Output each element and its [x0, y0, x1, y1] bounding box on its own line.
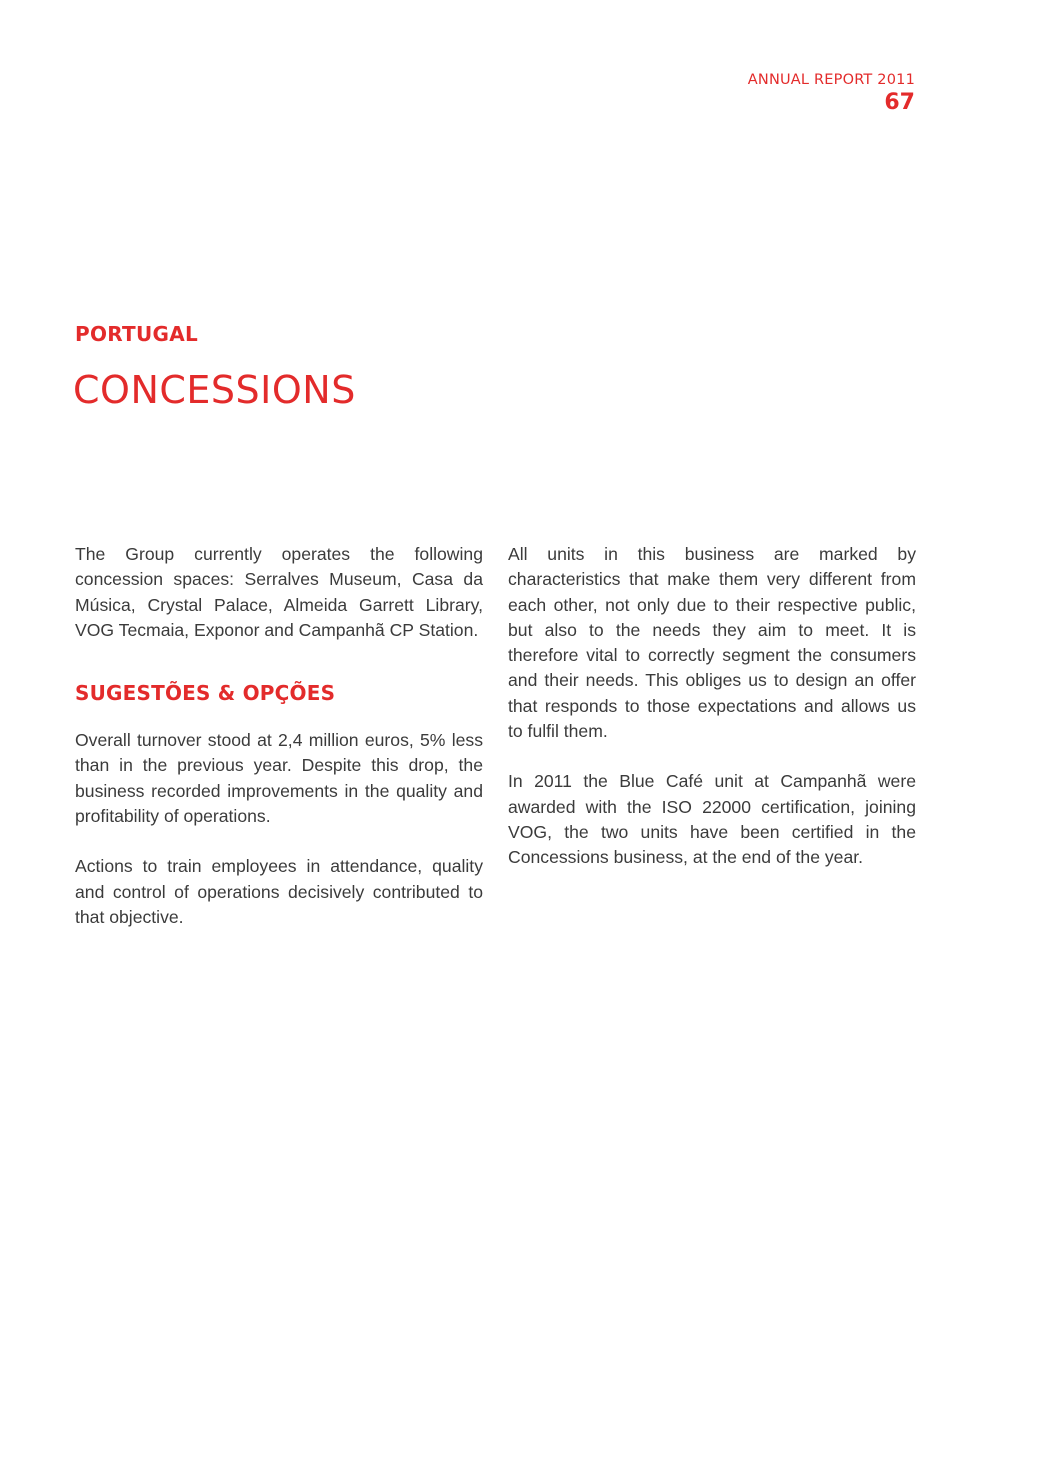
training-paragraph: Actions to train employees in attendance, quality and control of operations decisively contributed to that objective. — [75, 856, 483, 927]
page-number: 67 — [884, 90, 915, 115]
certification-paragraph: In 2011 the Blue Café unit at Campanhã were awarded with the ISO 22000 certification, joining VOG, the two units have been certified in the Concessions business, at the end of the year. — [508, 771, 916, 868]
intro-paragraph: The Group currently operates the following concession spaces: Serralves Museum, Casa da Música, Crystal Palace, Almeida Garrett Library, VOG Tecmaia, Exponor and Campanhã CP Station. — [75, 544, 483, 640]
left-column — [75, 542, 483, 955]
right-column — [508, 542, 916, 896]
report-title: ANNUAL REPORT 2011 — [747, 72, 915, 88]
subsection-heading: SUGESTÕES & OPÇÕES — [75, 681, 336, 706]
turnover-paragraph: Overall turnover stood at 2,4 million euros, 5% less than in the previous year. Despite this drop, the business recorded improvements in the quality and profitability of operations. — [75, 730, 483, 827]
units-paragraph: All units in this business are marked by characteristics that make them very different from each other, not only due to their respective public, but also to the needs they aim to meet. It is therefore vital to correctly segment the consumers and their needs. This obliges us to design an offer that responds to those expectations and allows us to fulfil them. — [508, 544, 916, 742]
section-kicker: PORTUGAL — [75, 322, 199, 346]
page-title: CONCESSIONS — [73, 368, 356, 412]
page-header — [748, 70, 915, 116]
